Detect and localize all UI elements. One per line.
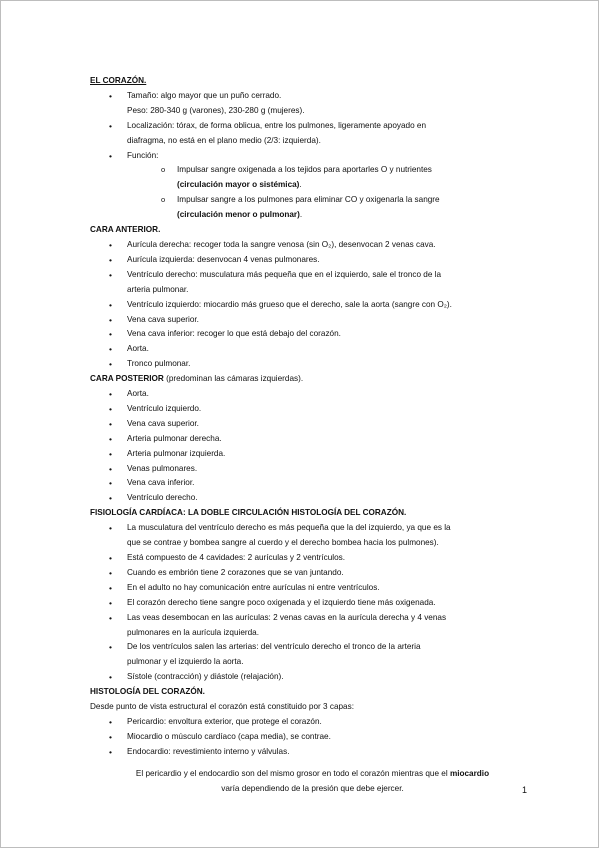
histology-list <box>90 715 535 760</box>
list-item-line: • Cuando es embrión tiene 2 corazones que se van juntando. <box>127 567 344 577</box>
document-title: EL CORAZÓN. <box>90 76 147 85</box>
list-item <box>90 313 535 328</box>
function-sublist <box>127 163 535 223</box>
list-item-line: • El corazón derecho tiene sangre poco oxigenada y el izquierdo tiene más oxigenada. <box>127 597 436 607</box>
histology-intro: Desde punto de vista estructural el corazón está constituido por 3 capas: <box>90 702 354 712</box>
list-item: • Pericardio: envoltura exterior, que protege el corazón. <box>90 715 535 730</box>
list-item-line: • De los ventrículos salen las arterias: del ventrículo derecho el tronco de la arteria <box>127 642 421 652</box>
list-item-line: arteria pulmonar. <box>127 284 189 294</box>
list-item-line: • La musculatura del ventrículo derecho es más pequeña que la del izquierdo, ya que es la <box>127 523 451 533</box>
page-number: 1 <box>522 785 528 795</box>
list-item: • Aorta. <box>90 387 535 402</box>
list-item-line: • Tronco pulmonar. <box>127 359 191 369</box>
section-heading-physiology: FISIOLOGÍA CARDÍACA: LA DOBLE CIRCULACIÓN HISTOLOGÍA DEL CORAZÓN. <box>90 508 407 518</box>
sublist-item-line: o Impulsar sangre a los pulmones para eliminar CO y oxigenarla la sangre <box>177 195 440 205</box>
physiology-list <box>90 521 535 685</box>
list-item <box>90 268 535 298</box>
list-item-line: • Tamaño: algo mayor que un puño cerrado. <box>127 90 282 100</box>
list-item: • Arteria pulmonar izquierda. <box>90 447 535 462</box>
list-item-line: • En el adulto no hay comunicación entre aurículas ni entre ventrículos. <box>127 582 380 592</box>
list-item <box>90 670 535 685</box>
list-item-line: • Función: <box>127 150 159 160</box>
list-item-line: • Localización: tórax, de forma oblicua, entre los pulmones, ligeramente apoyado en <box>127 120 427 130</box>
list-item-line: • Ventrículo derecho: musculatura más pequeña que en el izquierdo, sale el tronco de la <box>127 269 442 279</box>
list-item: • Vena cava superior. <box>90 417 535 432</box>
document-body <box>90 74 535 797</box>
list-item <box>90 327 535 342</box>
list-item <box>90 119 535 149</box>
closing-text: varía dependiendo de la presión que debe ejercer. <box>221 783 404 793</box>
section-heading-posterior <box>90 372 535 387</box>
list-item <box>90 566 535 581</box>
list-item-line: • Está compuesto de 4 cavidades: 2 aurículas y 2 ventrículos. <box>127 553 345 562</box>
sublist-item-line: o Impulsar sangre oxigenada a los tejidos para aportarles O y nutrientes <box>177 165 432 175</box>
list-item-line: • Vena cava inferior: recoger lo que está debajo del corazón. <box>127 329 341 339</box>
anterior-list <box>90 238 535 372</box>
list-item <box>90 521 535 551</box>
list-item <box>90 342 535 357</box>
list-item-line: • Ventrículo izquierdo: miocardio más grueso que el derecho, sale la aorta (sangre con O₂). <box>127 299 452 309</box>
list-item-line: pulmonares en la aurícula izquierda. <box>127 627 259 637</box>
sublist-item <box>127 193 535 223</box>
sublist-item-end: . <box>299 180 302 190</box>
list-item <box>90 298 535 313</box>
list-item: • Venas pulmonares. <box>90 462 535 477</box>
section-heading-histology: HISTOLOGÍA DEL CORAZÓN. <box>90 687 205 697</box>
list-item: • Arteria pulmonar derecha. <box>90 432 535 447</box>
closing-bold-text: miocardio <box>449 768 490 778</box>
section-heading-note: (predominan las cámaras izquierdas). <box>163 374 304 384</box>
list-item-line: • Aurícula izquierda: desenvocan 4 venas pulmonares. <box>127 254 320 264</box>
list-item-line: • Vena cava superior. <box>127 314 199 324</box>
list-item-line: que se contrae y bombea sangre al cuerdo y el derecho bombea hacia los pulmones). <box>127 538 439 548</box>
list-item-line: diafragma, no está en el plano medio (2/3: izquierda). <box>127 135 321 145</box>
posterior-list <box>90 387 535 506</box>
sublist-item-end: . <box>299 210 303 220</box>
list-item: • Ventrículo derecho. <box>90 491 535 506</box>
list-item <box>90 238 535 253</box>
list-item <box>90 581 535 596</box>
list-item <box>90 611 535 641</box>
list-item: • Endocardio: revestimiento interno y válvulas. <box>90 745 535 760</box>
sublist-item-bold: (circulación menor o pulmonar) <box>177 210 300 220</box>
closing-paragraph <box>90 767 535 797</box>
list-item-line: • Sístole (contracción) y diástole (relajación). <box>127 672 284 682</box>
list-item-line: Peso: 280-340 g (varones), 230-280 g (mujeres). <box>127 105 305 115</box>
intro-list <box>90 89 535 223</box>
list-item <box>90 357 535 372</box>
section-heading-text: CARA POSTERIOR <box>90 374 164 384</box>
list-item <box>90 551 535 566</box>
list-item-line: • Las veas desembocan en las aurículas: 2 venas cavas en la aurícula derecha y 4 venas <box>127 612 447 622</box>
list-item: • Ventrículo izquierdo. <box>90 402 535 417</box>
list-item <box>90 640 535 670</box>
section-heading-anterior: CARA ANTERIOR. <box>90 225 161 235</box>
list-item <box>90 149 535 224</box>
list-item-line: • Aurícula derecha: recoger toda la sangre venosa (sin O₂), desenvocan 2 venas cava. <box>127 239 436 249</box>
list-item <box>90 89 535 119</box>
closing-text: El pericardio y el endocardio son del mismo grosor en todo el corazón mientras que el <box>135 768 450 778</box>
list-item: • Miocardio o músculo cardíaco (capa media), se contrae. <box>90 730 535 745</box>
list-item-line: • Aorta. <box>127 344 149 354</box>
list-item: • Vena cava inferior. <box>90 476 535 491</box>
list-item <box>90 253 535 268</box>
sublist-item-bold: (circulación mayor o sistémica) <box>177 180 300 190</box>
sublist-item <box>127 163 535 193</box>
list-item <box>90 596 535 611</box>
list-item-line: pulmonar y el izquierdo la aorta. <box>127 657 244 667</box>
